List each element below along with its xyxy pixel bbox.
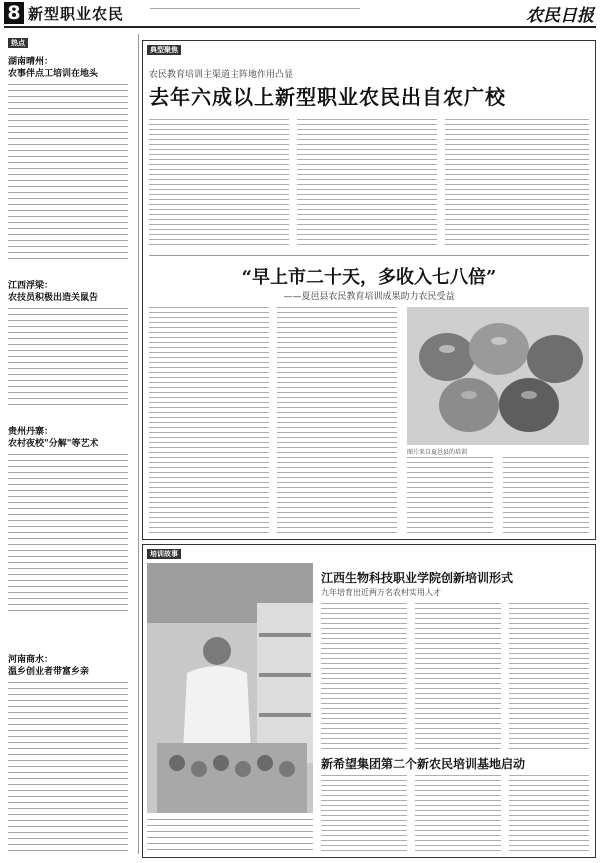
lead-story-headline: 去年六成以上新型职业农民出自农广校 [149,85,506,109]
lead-story-tag: 典型聚焦 [147,45,181,55]
lead-story-box [142,40,596,540]
story1-subhead: 九年培育出近两万名农村实用人才 [321,588,441,597]
story2-body-col2 [415,775,501,851]
newspaper-logo: 农民日报 [526,6,594,26]
lead-story-kicker: 农民教育培训主渠道主阵地作用凸显 [149,70,294,80]
lead-story-body-col1 [149,119,289,249]
story1-headline: 江西生物科技职业学院创新培训形式 [321,571,514,585]
second-story-body-col2 [277,307,397,533]
story2-body-col3 [509,775,589,851]
lab-photo-caption [147,819,313,851]
sidebar-item-label: 湖南晴州： [8,57,54,67]
sidebar-item-title: 农事伴点工培训在地头 [8,69,99,79]
story2-headline: 新希望集团第二个新农民培训基地启动 [321,757,526,771]
sidebar-column-tag: 热点 [8,38,28,48]
header-rule [4,26,596,28]
tomato-illustration [407,307,589,445]
bottom-section-box [142,544,596,858]
story1-body-col1 [321,603,407,749]
sidebar-article-body [8,308,128,408]
story1-body-col3 [509,603,589,749]
story2-body-col1 [321,775,407,851]
second-story-headline: “早上市二十天，多收入七八倍” [241,267,497,288]
masthead-meta-text [150,8,360,14]
column-divider [138,34,139,854]
sidebar-article-body [8,454,128,614]
sidebar-article-body [8,682,128,852]
story-divider [149,255,589,256]
story1-body-col2 [415,603,501,749]
second-story-body-col1 [149,307,269,533]
lab-photo [147,563,313,813]
bottom-section-tag: 培训故事 [147,549,181,559]
page-number: 8 [4,2,24,24]
sidebar-item-title: 温乡创业者带富乡亲 [8,667,90,677]
sidebar-item-title: 农村夜校"分解"等艺术 [8,439,99,449]
lab-illustration [147,563,313,813]
lead-story-body-col3 [445,119,589,249]
second-story-body-col4 [503,457,589,533]
sidebar-article-body [8,84,128,264]
sidebar-item-title: 农技员积极出造关鼠告 [8,293,99,303]
section-title: 新型职业农民 [28,5,125,23]
lead-story-body-col2 [297,119,437,249]
sidebar [4,34,134,854]
sidebar-item-label: 贵州丹寨： [8,427,54,437]
second-story-subhead: ——夏邑县农民教育培训成果助力农民受益 [283,292,455,302]
sidebar-item-label: 江西浮梁： [8,281,54,291]
sidebar-item-label: 河南商水： [8,655,54,665]
tomato-photo [407,307,589,445]
second-story-body-col3 [407,457,493,533]
photo-caption: 图片来自夏邑县的培训 [407,449,468,456]
